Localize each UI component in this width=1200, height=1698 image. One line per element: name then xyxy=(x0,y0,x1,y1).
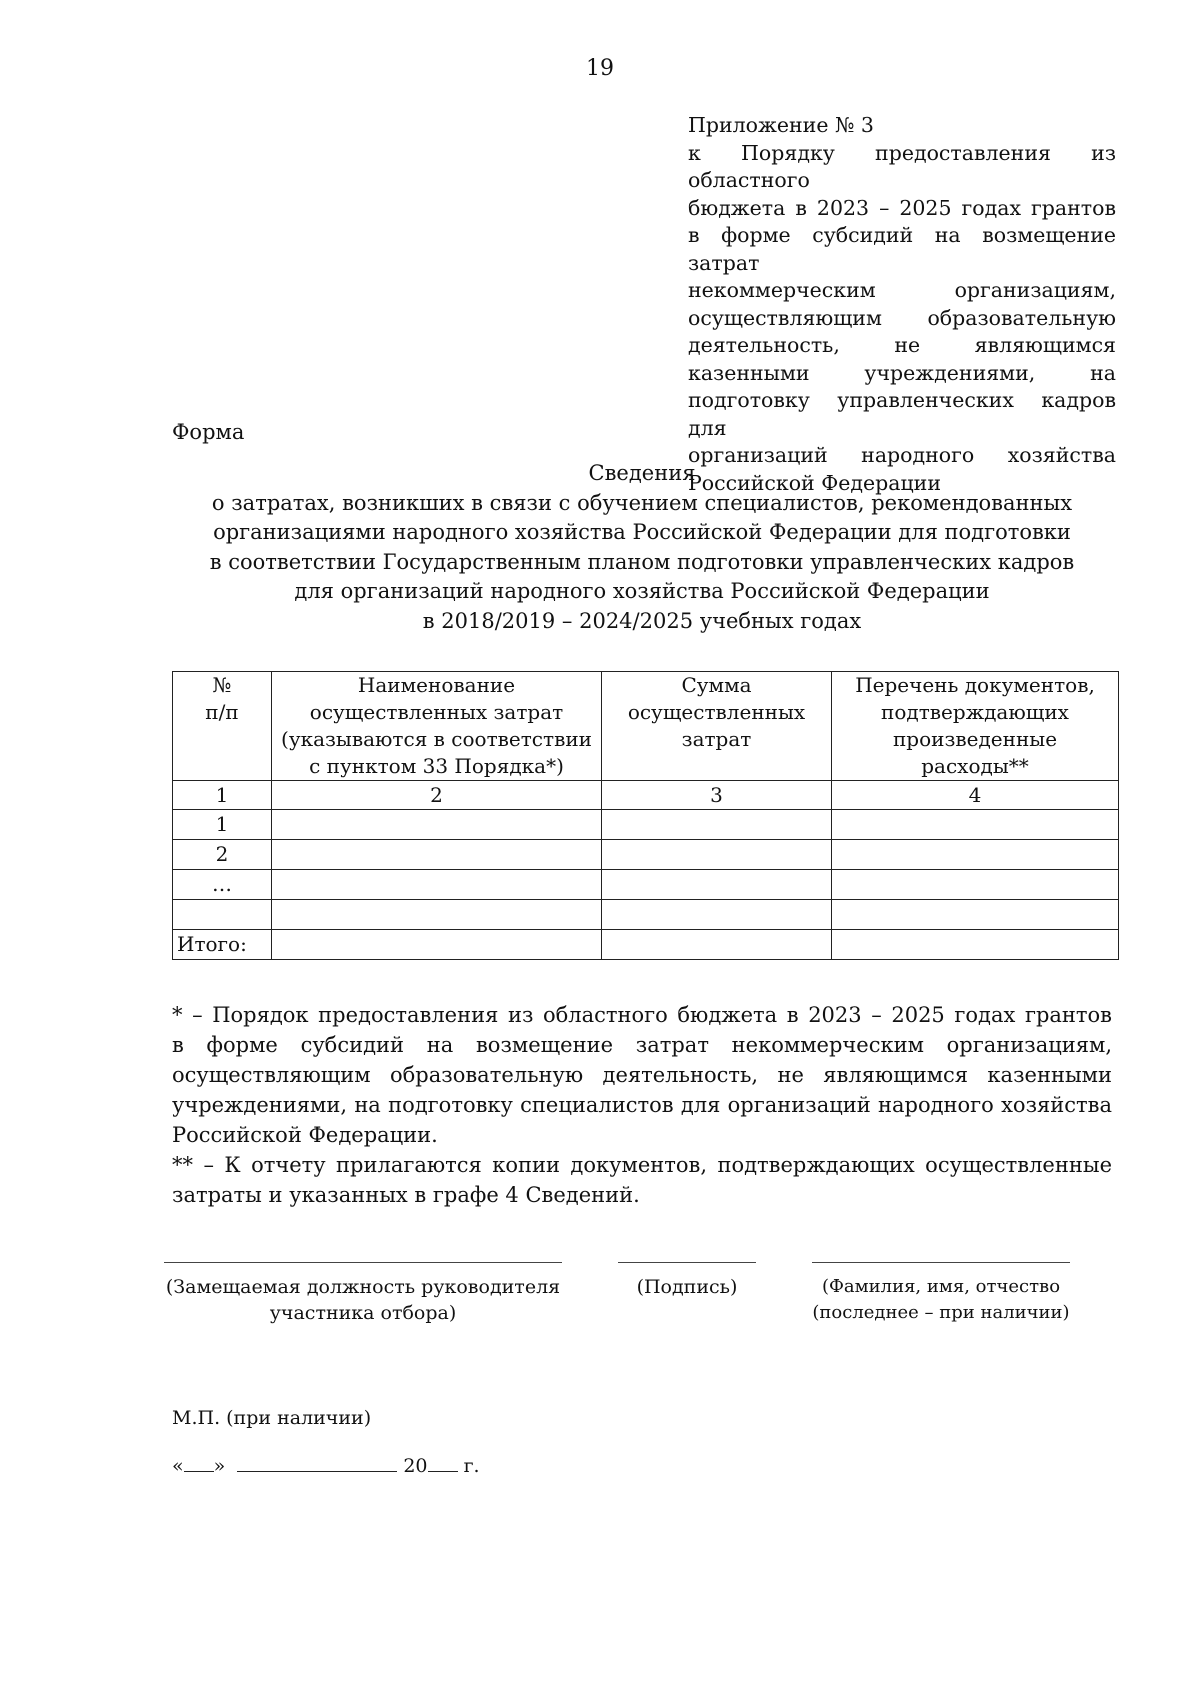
table-cell xyxy=(832,900,1119,930)
appendix-line: некоммерческим организациям, xyxy=(688,278,1116,302)
page-number: 19 xyxy=(586,56,614,81)
footnotes xyxy=(172,1000,1112,1210)
table-cell xyxy=(832,840,1119,870)
table-cell xyxy=(832,930,1119,960)
heading-line: в соответствии Государственным планом подготовки управленческих кадров xyxy=(209,549,1075,574)
year-blank xyxy=(428,1453,458,1472)
heading-line: для организаций народного хозяйства Российской Федерации xyxy=(294,579,990,603)
appendix-line: к Порядку предоставления из областного xyxy=(688,140,1116,192)
appendix-line: подготовку управленческих кадров для xyxy=(688,388,1116,440)
table-cell xyxy=(272,900,602,930)
position-signature-line xyxy=(164,1262,562,1263)
year-prefix: 20 xyxy=(403,1455,428,1477)
costs-table xyxy=(172,671,1119,960)
footnote-line: затраты и указанных в графе 4 Сведений. xyxy=(172,1183,640,1207)
document-heading xyxy=(172,459,1112,636)
footnote-line: Российской Федерации. xyxy=(172,1123,438,1147)
total-row xyxy=(173,930,1119,960)
column-number-row xyxy=(173,781,1119,810)
table-cell: 1 xyxy=(173,810,272,840)
footnote-line: осуществляющим образовательную деятельность, не являющимся казенными xyxy=(172,1063,1112,1087)
date-open-quote: « xyxy=(172,1455,184,1477)
name-signature-line xyxy=(812,1262,1070,1263)
appendix-line: в форме субсидий на возмещение затрат xyxy=(688,223,1116,275)
appendix-line: бюджета в 2023 – 2025 годах грантов xyxy=(688,195,1116,220)
footnote-line: * – Порядок предоставления из областного бюджета в 2023 – 2025 годах грантов xyxy=(172,1003,1112,1027)
table-row xyxy=(173,900,1119,930)
table-cell xyxy=(832,870,1119,900)
table-cell xyxy=(272,810,602,840)
appendix-title: Приложение № 3 xyxy=(688,113,874,137)
appendix-line: Российской Федерации xyxy=(688,470,941,495)
table-cell xyxy=(602,810,832,840)
footnote-line: учреждениями, на подготовку специалистов для организаций народного хозяйства xyxy=(172,1093,1112,1117)
name-caption: (Фамилия, имя, отчество (последнее – при наличии) xyxy=(812,1276,1070,1323)
table-cell xyxy=(173,900,272,930)
heading-title: Сведения xyxy=(588,461,696,485)
table-cell xyxy=(602,930,832,960)
appendix-line: деятельность, не являющимся xyxy=(688,333,1116,357)
footnote-line: в форме субсидий на возмещение затрат некоммерческим организациям, xyxy=(172,1033,1112,1057)
column-number: 4 xyxy=(832,781,1119,810)
table-cell: … xyxy=(173,870,272,900)
header-documents: Перечень документов, подтверждающих произведенные расходы** xyxy=(832,672,1119,781)
table-cell xyxy=(272,930,602,960)
table-cell: 2 xyxy=(173,840,272,870)
appendix-line: осуществляющим образовательную xyxy=(688,305,1116,330)
footnote-line: ** – К отчету прилагаются копии документов, подтверждающих осуществленные xyxy=(172,1153,1112,1177)
signature-line xyxy=(618,1262,756,1263)
appendix-line: казенными учреждениями, на xyxy=(688,360,1116,385)
signature-caption: (Подпись) xyxy=(636,1276,738,1298)
column-number: 2 xyxy=(272,781,602,810)
table-cell xyxy=(272,840,602,870)
column-number: 3 xyxy=(602,781,832,810)
heading-line: в 2018/2019 – 2024/2025 учебных годах xyxy=(422,608,862,633)
appendix-block xyxy=(688,112,1116,497)
table-row xyxy=(173,870,1119,900)
date-suffix: г. xyxy=(463,1455,480,1477)
date-close-quote: » xyxy=(213,1455,226,1477)
column-number: 1 xyxy=(173,781,272,810)
stamp-label: М.П. (при наличии) xyxy=(172,1407,372,1429)
date-line xyxy=(172,1453,480,1477)
total-label: Итого: xyxy=(173,930,272,960)
position-caption: (Замещаемая должность руководителя участника отбора) xyxy=(165,1276,561,1324)
table-cell xyxy=(602,900,832,930)
form-label: Форма xyxy=(172,420,245,444)
table-row xyxy=(173,840,1119,870)
table-cell xyxy=(602,840,832,870)
table-cell xyxy=(602,870,832,900)
table-row xyxy=(173,810,1119,840)
heading-line: о затратах, возникших в связи с обучением специалистов, рекомендованных xyxy=(211,490,1073,515)
appendix-line: организаций народного хозяйства xyxy=(688,443,1116,467)
month-blank xyxy=(237,1453,397,1472)
table-cell xyxy=(272,870,602,900)
heading-line: организациями народного хозяйства Российской Федерации для подготовки xyxy=(213,520,1071,544)
header-number: № п/п xyxy=(173,672,272,781)
header-cost-name: Наименование осуществленных затрат (указываются в соответствии с пунктом 33 Порядка*) xyxy=(272,672,602,781)
table-cell xyxy=(832,810,1119,840)
day-blank xyxy=(184,1453,214,1472)
header-cost-amount: Сумма осуществленных затрат xyxy=(602,672,832,781)
table-header-row xyxy=(173,672,1119,781)
